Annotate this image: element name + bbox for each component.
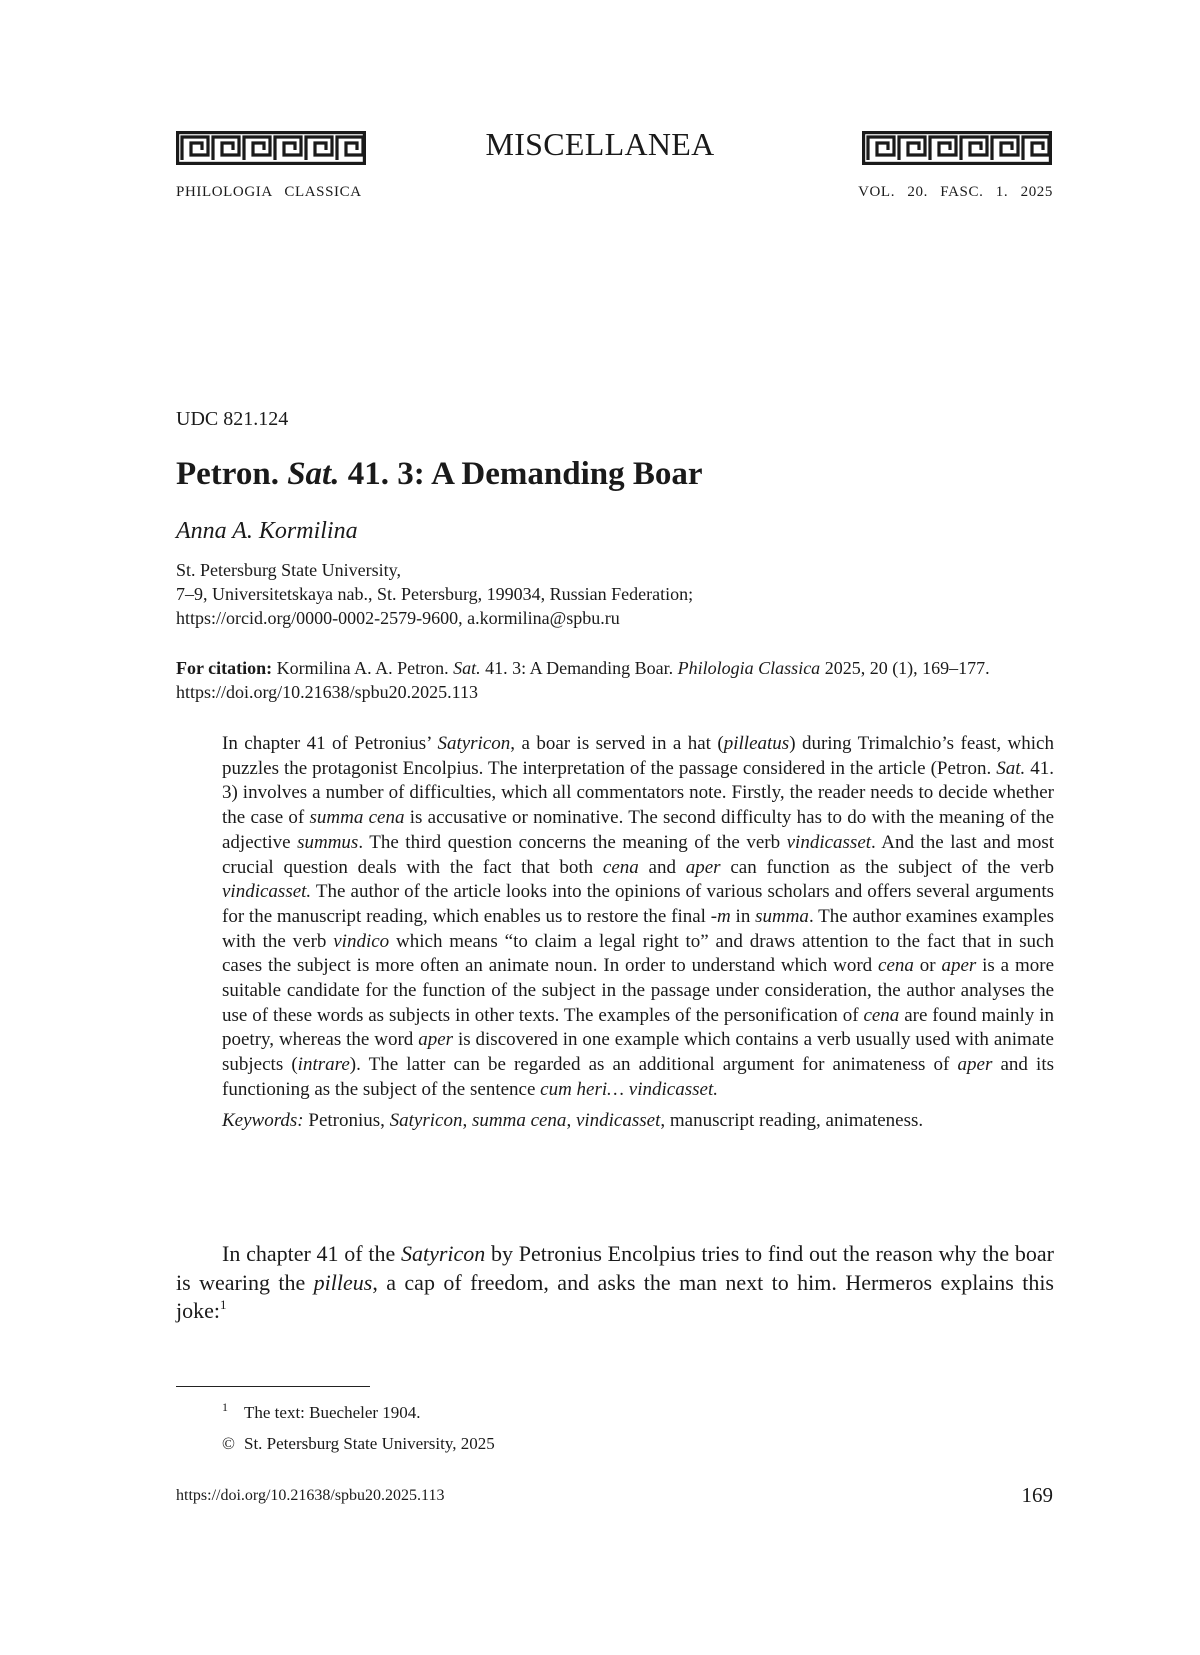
citation-text: 41. 3: A Demanding Boar. — [480, 658, 678, 678]
abstract — [222, 732, 1054, 1133]
copyright-note — [222, 1428, 495, 1459]
footnote-1 — [222, 1397, 495, 1428]
article-title — [176, 456, 703, 493]
author-affiliation — [176, 558, 693, 630]
title-suffix: 41. 3: A Demanding Boar — [339, 456, 703, 492]
affiliation-line: St. Petersburg State University, — [176, 560, 401, 580]
title-prefix: Petron. — [176, 456, 288, 492]
keywords: Keywords: Petronius, Satyricon, summa cena, vindicasset, manuscript reading, animateness. — [222, 1109, 924, 1131]
author-name: Anna A. Kormilina — [176, 518, 358, 544]
footnote-text: The text: Buecheler 1904. — [244, 1403, 421, 1422]
journal-name: PHILOLOGIA CLASSICA — [176, 184, 362, 200]
page-number: 169 — [1021, 1483, 1053, 1507]
citation-label: For citation: — [176, 658, 273, 678]
affiliation-line: 7–9, Universitetskaya nab., St. Petersburg, 199034, Russian Federation; — [176, 584, 694, 604]
greek-key-meander-icon — [176, 131, 366, 165]
citation-italic: Sat. — [453, 658, 481, 678]
footnote-divider — [176, 1386, 370, 1387]
footnotes — [222, 1397, 495, 1459]
running-title: MISCELLANEA — [485, 126, 715, 162]
affiliation-line: https://orcid.org/0000-0002-2579-9600, a.kormilina@spbu.ru — [176, 608, 620, 628]
abstract-text: In chapter 41 of Petronius’ Satyricon, a boar is served in a hat (pilleatus) during Trimalchio’s feast, which puzzles the protagonist Encolpius. The interpretation of the passage considered in the article (Petron. Sat. 41. 3) involves a number of difficulties, which all commentators note. Firstly, the reader needs to decide whether the case of summa cena is accusative or nominative. The second difficulty has to do with the meaning of the adjective summus. The third question concerns the meaning of the verb vindicasset. And the last and most crucial question deals with the fact that both cena and aper can function as the subject of the verb vindicasset. The author of the article looks into the opinions of various scholars and offers several arguments for the manuscript reading, which enables us to restore the final -m in summa. The author examines examples with the verb vindico which means “to claim a legal right to” and draws attention to the fact that in such cases the subject is more often an animate noun. In order to understand which word cena or aper is a more suitable candidate for the function of the subject in the passage under consideration, the author analyses the use of these words as subjects in other texts. The examples of the personification of cena are found mainly in poetry, whereas the word aper is discovered in one example which contains a verb usually used with animate subjects (intrare). The latter can be regarded as an additional argument for animateness of aper and its functioning as the subject of the sentence cum heri… vindicasset. — [222, 733, 1055, 1100]
citation-italic: Philologia Classica — [677, 658, 821, 678]
title-italic: Sat. — [287, 456, 340, 492]
copyright-text: St. Petersburg State University, 2025 — [244, 1434, 495, 1453]
citation-block — [176, 656, 1054, 704]
citation-text: 2025, 20 (1), 169–177. https://doi.org/10.21638/spbu20.2025.113 — [176, 658, 990, 702]
issue-info: VOL. 20. FASC. 1. 2025 — [858, 184, 1053, 200]
udc-code: UDC 821.124 — [176, 408, 289, 430]
footnote-mark: 1 — [222, 1400, 228, 1414]
keywords-label: Keywords: — [222, 1109, 304, 1131]
footnote-ref[interactable]: 1 — [220, 1297, 227, 1312]
greek-key-meander-icon — [862, 131, 1052, 165]
footer-doi-link[interactable]: https://doi.org/10.21638/spbu20.2025.113 — [176, 1487, 445, 1504]
citation-text: Kormilina A. A. Petron. — [272, 658, 454, 678]
body-paragraph: In chapter 41 of the Satyricon by Petronius Encolpius tries to find out the reason why the boar is wearing the pilleus, a cap of freedom, and asks the man next to him. Hermeros explains this joke:$^1$ — [176, 1241, 1055, 1323]
copyright-icon: © — [222, 1434, 235, 1453]
